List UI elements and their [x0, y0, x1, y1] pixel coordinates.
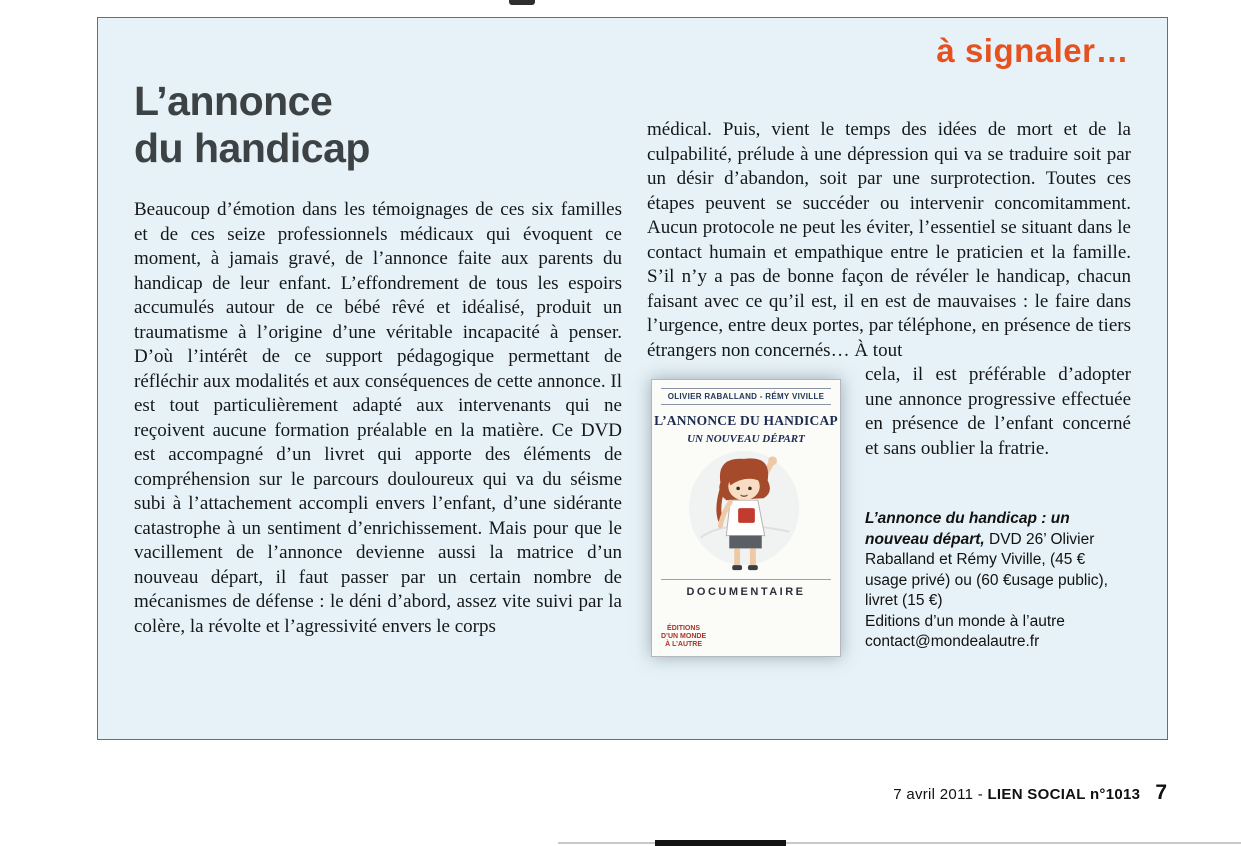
- footer-issue-line: [893, 786, 1140, 803]
- dvd-caption-publisher: Editions d’un monde à l’autre: [865, 612, 1065, 630]
- dvd-cover-illustration: [685, 449, 807, 575]
- article-body-right-wrap: cela, il est préférable d’adopter une annonce progressive effectuée en présence de l’enfant concerné et sans oublier la fratrie.: [865, 364, 1131, 459]
- page-footer: [893, 781, 1167, 805]
- scan-artifact-bottom: [655, 840, 786, 846]
- footer-magazine-issue: LIEN SOCIAL n°1013: [987, 786, 1141, 803]
- dvd-cover-publisher-line3: À L’AUTRE: [665, 641, 703, 648]
- dvd-cover: [651, 379, 841, 657]
- article-title-line1: L’annonce: [134, 78, 333, 124]
- dvd-cover-authors: OLIVIER RABALLAND - RÉMY VIVILLE: [661, 388, 831, 405]
- right-column: [647, 118, 1131, 663]
- dvd-cover-publisher-logo: [661, 625, 706, 649]
- footer-page-number: 7: [1155, 781, 1167, 804]
- dvd-cover-subtitle: UN NOUVEAU DÉPART: [687, 433, 805, 445]
- article-title-line2: du handicap: [134, 125, 370, 171]
- dvd-caption-title: L’annonce du handicap : un nouveau départ,: [865, 510, 1070, 548]
- scan-artifact-top: [509, 0, 535, 5]
- dvd-cover-publisher-line1: ÉDITIONS: [667, 625, 701, 632]
- dvd-cover-card: [651, 379, 841, 657]
- dvd-caption-email: contact@mondealautre.fr: [865, 633, 1040, 650]
- left-column: [134, 78, 622, 639]
- dvd-cover-publisher-line2: D’UN MONDE: [661, 633, 707, 640]
- dvd-caption-details: DVD 26’ Olivier Raballand et Rémy Viville, (45 € usage privé) ou (60 €usage public), livret (15 €): [865, 530, 1108, 609]
- dvd-cover-genre: DOCUMENTAIRE: [661, 579, 831, 598]
- article-body-right-top: médical. Puis, vient le temps des idées de mort et de la culpabilité, prélude à une dépression qui va se traduire soit par un désir d’abandon, soit par une surprotection. Toutes ces étapes peuvent se succéder ou intervenir concomitamment. Aucun protocole ne peut les éviter, l’essentiel se situant dans le contact humain et empathique entre le praticien et la famille. S’il n’y a pas de bonne façon de révéler le handicap, chacun faisant avec ce qu’il est, il en est de mauvaises : le faire dans l’urgence, entre deux portes, par téléphone, en présence de tiers étrangers non concernés… À tout: [647, 119, 1131, 361]
- section-header-a-signaler: à signaler…: [936, 32, 1129, 69]
- article-panel: [97, 17, 1168, 740]
- footer-date: 7 avril 2011 -: [893, 786, 988, 803]
- article-title: [134, 78, 622, 172]
- article-body-left: Beaucoup d’émotion dans les témoignages de ces six familles et de ces seize professionnels médicaux qui évoquent ce moment, à jamais gravé, de l’annonce faite aux parents du handicap de leur enfant. L’effondrement de tous les espoirs accumulés autour de ce bébé rêvé et idéalisé, produit un traumatisme à l’origine d’une véritable incapacité à penser. D’où l’intérêt de ce support pédagogique permettant de réfléchir aux modalités et aux conséquences de cette annonce. Il est tout particulièrement adapté aux intervenants qui ne reçoivent aucune formation préalable en la matière. Ce DVD est accompagné d’un livret qui apporte des éléments de compréhension sur le parcours douloureux qui va du séisme subi à l’attachement accompli envers l’enfant, d’une sidérante catastrophe à un sentiment d’enrichissement. Mais pour que le vacillement de l’annonce devienne aussi la matrice d’un nouveau départ, il faut passer par un certain nombre de mécanismes de défense : le déni d’abord, assez vite suivi par la colère, la révolte et l’agressivité envers le corps: [134, 199, 622, 637]
- dvd-cover-title: L’ANNONCE DU HANDICAP: [654, 413, 838, 428]
